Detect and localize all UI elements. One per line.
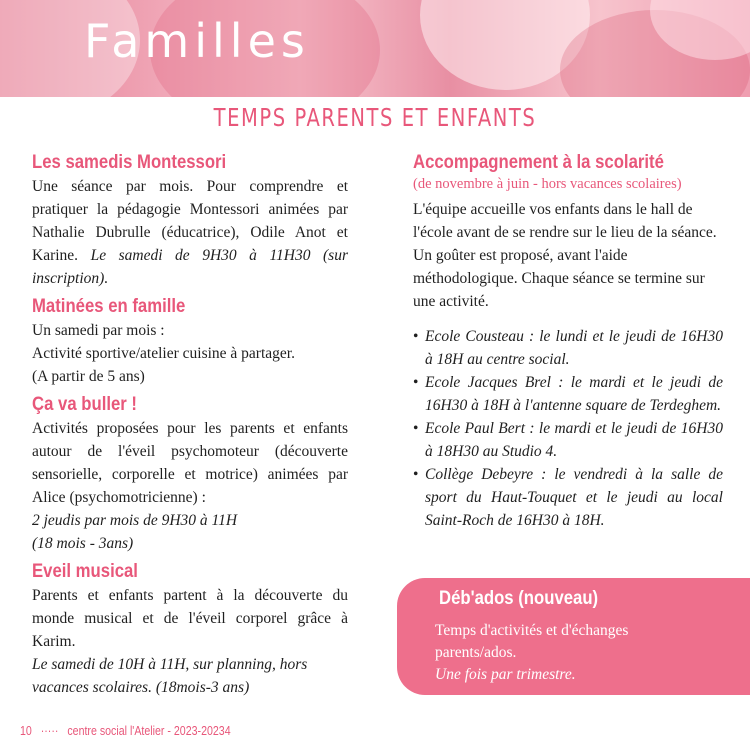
montessori-body: Une séance par mois. Pour comprendre et pratiquer la pédagogie Montessori animées par Nathalie Dubrulle (éducatrice), Odile Anot et Karine. [32, 178, 348, 264]
school-list [413, 325, 723, 532]
eveil-schedule: Le samedi de 10H à 11H, sur planning, hors vacances scolaires. [32, 656, 308, 696]
montessori-text [32, 175, 348, 290]
school-item: • Ecole Jacques Brel : le mardi et le jeudi de 16H30 à 18H à l'antenne square de Terdeghem. [413, 371, 723, 417]
buller-body: Activités proposées pour les parents et enfants autour de l'éveil psychomoteur (découverte sensorielle, corporelle et motrice) animées par Alice (psychomotricienne) : [32, 420, 348, 506]
section-subtitle: TEMPS PARENTS ET ENFANTS [213, 103, 537, 132]
header-banner [0, 0, 750, 97]
school-item: • Collège Debeyre : le vendredi à la salle de sport du Haut-Touquet et le jeudi au local Saint-Roch de 16H30 à 18H. [413, 463, 723, 532]
right-column [413, 150, 723, 532]
debados-frequency: Une fois par trimestre. [435, 666, 576, 683]
scolarite-body: L'équipe accueille vos enfants dans le hall de l'école avant de se rendre sur le lieu de la séance. Un goûter est proposé, avant l'aide méthodologique. Chaque séance se termine sur une activité. [413, 201, 717, 310]
montessori-schedule: Le samedi de 9H30 à 11H30 (sur inscription). [32, 247, 348, 287]
school-item: • Ecole Paul Bert : le mardi et le jeudi de 16H30 à 18H30 au Studio 4. [413, 417, 723, 463]
matinees-line: (A partir de 5 ans) [32, 368, 145, 385]
matinees-section [32, 294, 348, 388]
buller-heading: Ça va buller ! [32, 394, 138, 415]
buller-schedule: 2 jeudis par mois de 9H30 à 11H [32, 512, 238, 529]
debados-line: Temps d'activités et d'échanges [435, 622, 629, 639]
eveil-section [32, 559, 348, 699]
footer-dots: ····· [40, 724, 59, 738]
eveil-schedule-text [32, 653, 348, 699]
buller-section [32, 392, 348, 555]
scolarite-heading: Accompagnement à la scolarité [413, 152, 664, 173]
eveil-age: (18mois-3 ans) [155, 679, 250, 696]
debados-box [397, 578, 750, 695]
page-footer [20, 724, 237, 738]
matinees-line: Activité sportive/atelier cuisine à partager. [32, 345, 295, 362]
montessori-heading: Les samedis Montessori [32, 152, 227, 173]
page-title: Familles [84, 14, 310, 68]
footer-text: centre social l'Atelier - 2023-20234 [67, 724, 231, 738]
matinees-line: Un samedi par mois : [32, 322, 165, 339]
debados-line: parents/ados. [435, 644, 517, 661]
montessori-section [32, 150, 348, 290]
matinees-heading: Matinées en famille [32, 296, 186, 317]
eveil-heading: Eveil musical [32, 561, 138, 582]
school-item: • Ecole Cousteau : le lundi et le jeudi de 16H30 à 18H au centre social. [413, 325, 723, 371]
buller-age: (18 mois - 3ans) [32, 535, 134, 552]
scolarite-period: (de novembre à juin - hors vacances scolaires) [413, 176, 682, 192]
eveil-body: Parents et enfants partent à la découverte du monde musical et de l'éveil corporel grâce à Karim. [32, 587, 348, 650]
debados-heading: Déb'ados (nouveau) [439, 588, 599, 609]
page-number: 10 [20, 724, 32, 738]
debados-body [435, 620, 735, 686]
left-column [32, 150, 348, 703]
